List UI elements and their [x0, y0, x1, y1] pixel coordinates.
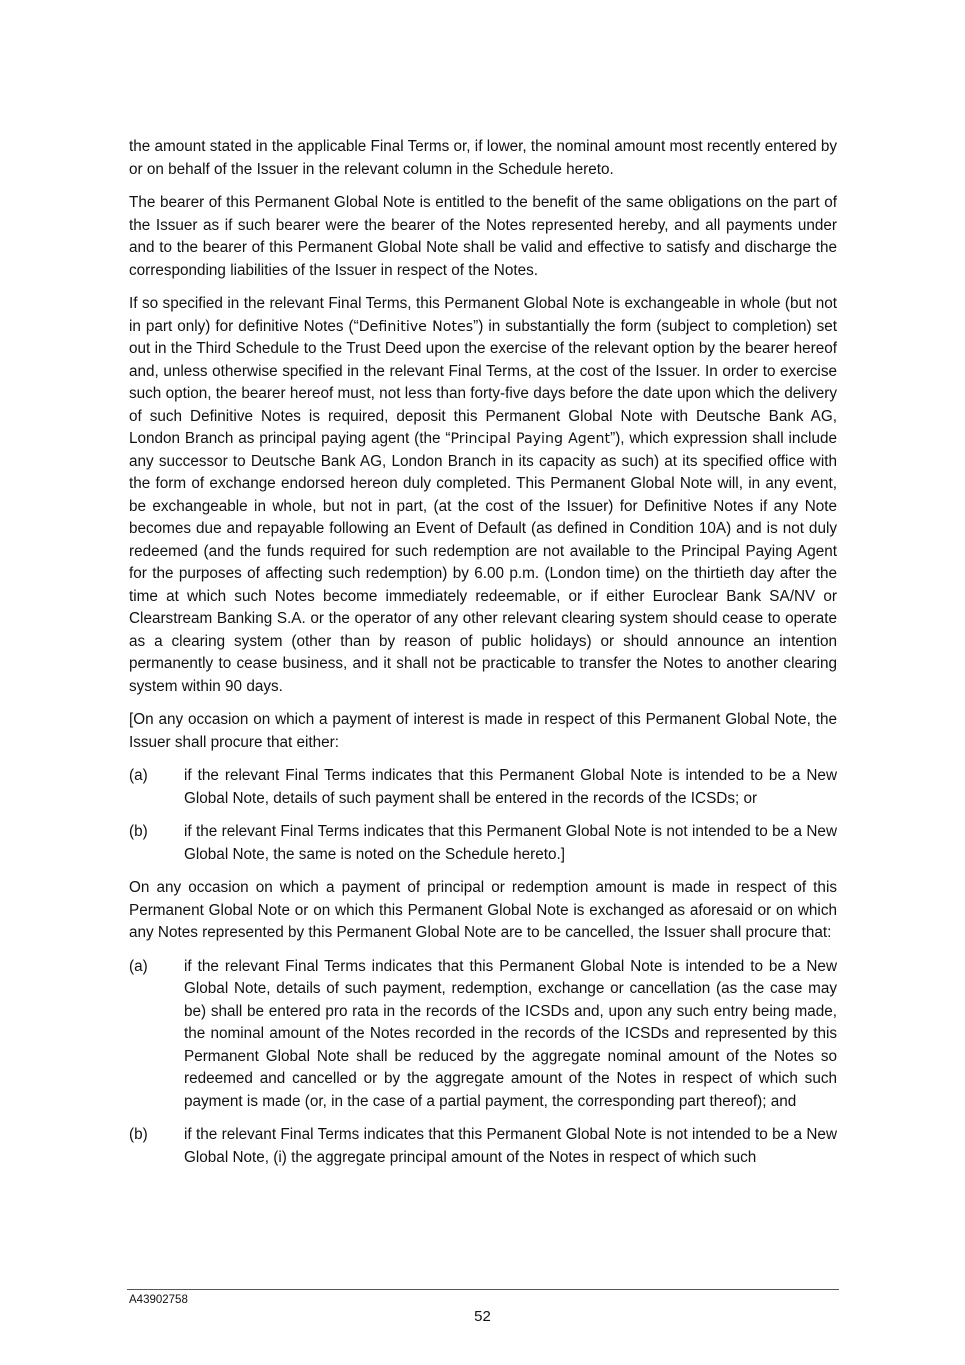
page-number: 52 — [474, 1308, 491, 1325]
paragraph-interest-payment: [On any occasion on which a payment of interest is made in respect of this Permanent Global Note, the Issuer shall procure that either: — [129, 711, 837, 751]
defined-term-principal-paying-agent: Principal Paying Agent — [450, 431, 611, 447]
exchange-text-part-1: If so specified in the relevant Final Terms, this Permanent Global Note is exchangeable in whole (but not in part only) for definitive Notes (“ — [129, 295, 837, 335]
paragraph-bearer-entitlement: The bearer of this Permanent Global Note is entitled to the benefit of the same obligations on the part of the Issuer as if such bearer were the bearer of the Notes represented hereby, and all payments under and to the bearer of this Permanent Global Note shall be valid and effective to satisfy and discharge the corresponding liabilities of the Issuer in respect of the Notes. — [129, 194, 837, 279]
list-marker: (b) — [129, 1126, 148, 1143]
list-marker: (b) — [129, 823, 148, 840]
paragraph-principal-payment: On any occasion on which a payment of principal or redemption amount is made in respect of this Permanent Global Note or on which this Permanent Global Note is exchanged as aforesaid or on which any Notes represented by this Permanent Global Note are to be cancelled, the Issuer shall procure that: — [129, 879, 837, 941]
list-marker: (a) — [129, 957, 148, 975]
defined-term-definitive-notes: Definitive Notes — [358, 318, 474, 335]
page-body — [129, 136, 837, 1180]
list-item-text: if the relevant Final Terms indicates that this Permanent Global Note is not intended to be a New Global Note, the same is noted on the Schedule hereto.] — [184, 823, 837, 863]
list-marker: (a) — [129, 767, 148, 784]
paragraph-exchange-definitive-notes — [129, 293, 837, 698]
paragraph-amount-stated: the amount stated in the applicable Final Terms or, if lower, the nominal amount most recently entered by or on behalf of the Issuer in the relevant column in the Schedule hereto. — [129, 138, 838, 178]
document-reference: A43902758 — [129, 1294, 188, 1306]
list-item-text: if the relevant Final Terms indicates that this Permanent Global Note is intended to be a New Global Note, details of such payment, redemption, exchange or cancellation (as the case may be) shall be entered pro rata in the records of the ICSDs and, upon any such entry being made, the nominal amount of the Notes recorded in the records of the ICSDs and represented by this Permanent Global Note shall be reduced by the aggregate nominal amount of the Notes so redeemed and cancelled or by the aggregate amount of the Notes in respect of which such payment is made (or, in the case of a partial payment, the corresponding part thereof); and — [184, 957, 837, 1110]
list-item-principal-a — [129, 956, 837, 1114]
footer-divider — [127, 1289, 839, 1290]
list-item-interest-a — [129, 765, 837, 810]
list-item-text: if the relevant Final Terms indicates that this Permanent Global Note is intended to be a New Global Note, details of such payment shall be entered in the records of the ICSDs; or — [184, 767, 837, 807]
list-item-principal-b — [129, 1124, 837, 1169]
exchange-text-part-3: ”), which expression shall include any successor to Deutsche Bank AG, London Branch in its capacity as such) at its specified office with the form of exchange endorsed hereon duly completed. This Permanent Global Note will, in any event, be exchangeable in whole, but not in part, (at the cost of the Issuer) for Definitive Notes if any Note becomes due and repayable following an Event of Default (as defined in Condition 10A) and is not duly redeemed (and the funds required for such redemption are not available to the Principal Paying Agent for the purposes of affecting such redemption) by 6.00 p.m. (London time) on the thirtieth day after the time at which such Notes become immediately redeemable, or if either Euroclear Bank SA/NV or Clearstream Banking S.A. or the operator of any other relevant clearing system should cease to operate as a clearing system (other than by reason of public holidays) or should announce an intention permanently to cease business, and it shall not be practicable to transfer the Notes to another clearing system within 90 days. — [129, 430, 837, 695]
exchange-text-part-2: ”) in substantially the form (subject to completion) set out in the Third Schedule to the Trust Deed upon the exercise of the relevant option by the bearer hereof and, unless otherwise specified in the relevant Final Terms, at the cost of the Issuer. In order to exercise such option, the bearer hereof must, not less than forty-five days before the date upon which the delivery of such Definitive Notes is required, deposit this Permanent Global Note with Deutsche Bank AG, London Branch as principal paying agent (the “ — [129, 317, 837, 447]
list-item-text: if the relevant Final Terms indicates that this Permanent Global Note is not intended to be a New Global Note, (i) the aggregate principal amount of the Notes in respect of which such — [184, 1126, 837, 1166]
list-item-interest-b — [129, 821, 837, 866]
